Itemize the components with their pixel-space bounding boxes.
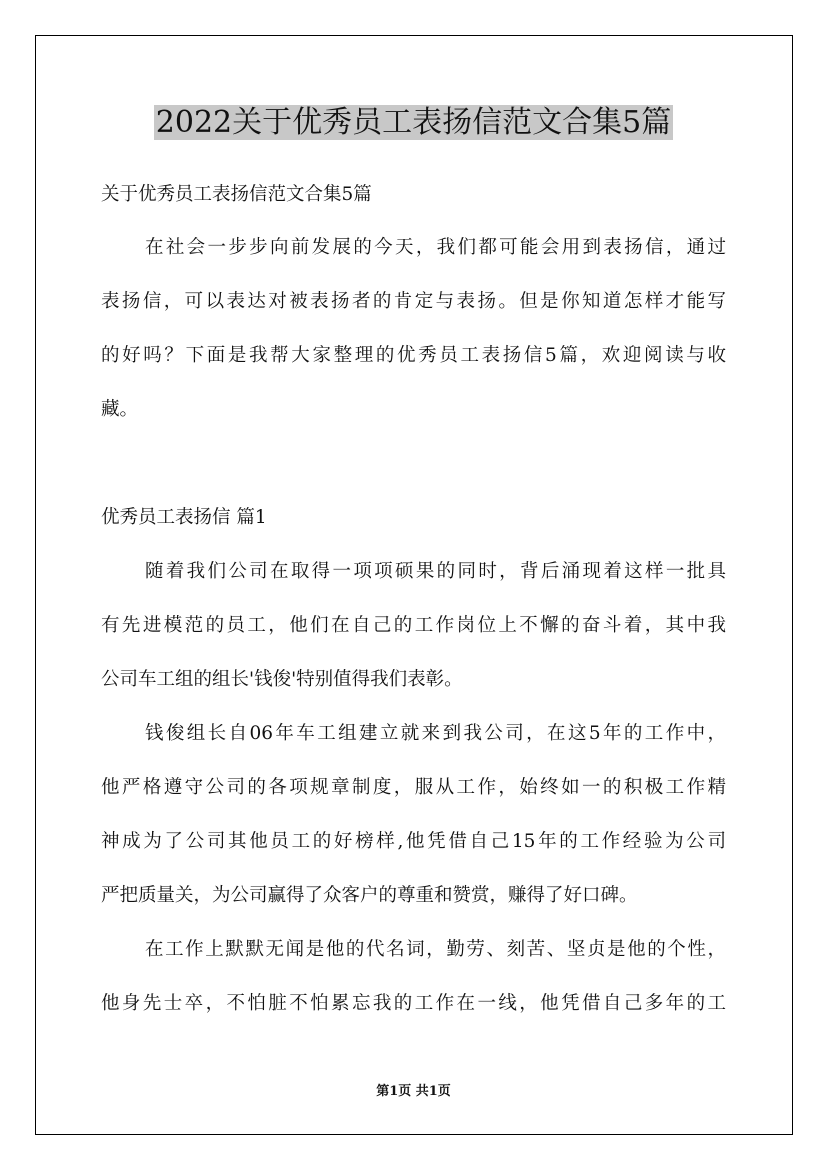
- page-footer: 第1页 共1页: [376, 1084, 451, 1099]
- paragraph2-line-4: 严把质量关，为公司赢得了众客户的尊重和赞赏，赚得了好口碑。: [101, 885, 638, 906]
- paragraph2-line-3: 神成为了公司其他员工的好榜样,他凭借自己15年的工作经验为公司: [101, 831, 726, 852]
- paragraph1-line-2: 有先进模范的员工，他们在自己的工作岗位上不懈的奋斗着，其中我: [101, 615, 726, 636]
- paragraph1-line-3: 公司车工组的组长'钱俊'特别值得我们表彰。: [101, 669, 463, 690]
- paragraph2-line-2: 他严格遵守公司的各项规章制度，服从工作，始终如一的积极工作精: [101, 777, 726, 798]
- paragraph2-line-1: 钱俊组长自06年车工组建立就来到我公司，在这5年的工作中，: [145, 723, 726, 744]
- intro-line-4: 藏。: [101, 399, 139, 420]
- intro-line-2: 表扬信，可以表达对被表扬者的肯定与表扬。但是你知道怎样才能写: [101, 291, 726, 312]
- document-title: [0, 103, 827, 143]
- paragraph1-line-1: 随着我们公司在取得一项项硕果的同时，背后涌现着这样一批具: [145, 561, 726, 582]
- intro-line-3: 的好吗？下面是我帮大家整理的优秀员工表扬信5篇，欢迎阅读与收: [101, 345, 726, 366]
- document-title-text: 2022关于优秀员工表扬信范文合集5篇: [155, 105, 672, 140]
- section-heading: 优秀员工表扬信 篇1: [101, 507, 267, 528]
- paragraph3-line-2: 他身先士卒，不怕脏不怕累忘我的工作在一线，他凭借自己多年的工: [101, 993, 726, 1014]
- paragraph3-line-1: 在工作上默默无闻是他的代名词，勤劳、刻苦、坚贞是他的个性，: [145, 939, 726, 960]
- intro-line-1: 在社会一步步向前发展的今天，我们都可能会用到表扬信，通过: [145, 237, 726, 258]
- document-subtitle: 关于优秀员工表扬信范文合集5篇: [101, 184, 372, 205]
